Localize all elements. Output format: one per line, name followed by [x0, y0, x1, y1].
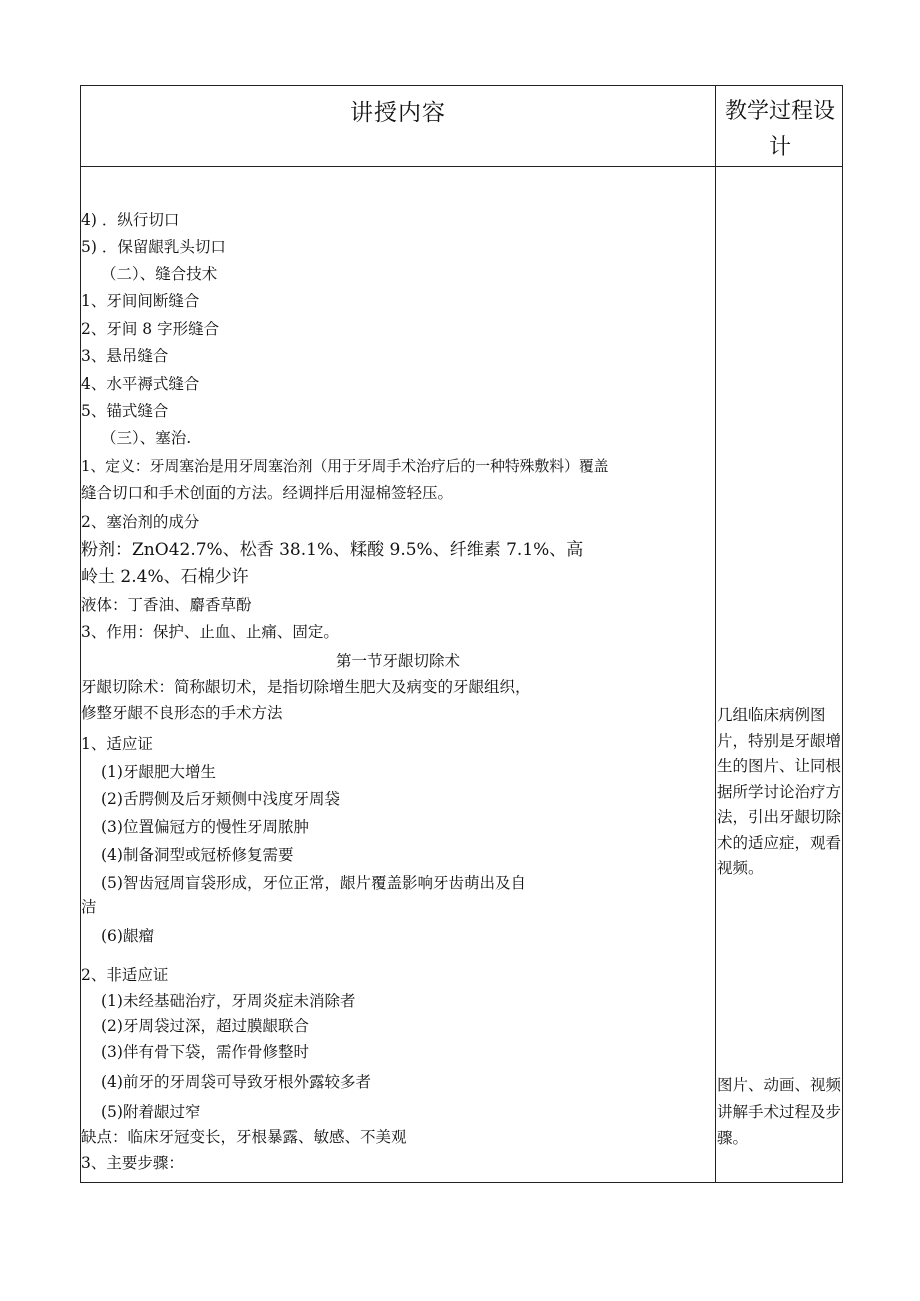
content-line: 缝合切口和手术创面的方法。经调拌后用湿棉签轻压。 [81, 484, 454, 502]
content-line: 4) ．纵行切口 [81, 211, 180, 229]
header-lecture-content: 讲授内容 [350, 100, 446, 126]
content-line: 4、水平褥式缝合 [81, 375, 200, 393]
content-line: 1、适应证 [81, 735, 153, 753]
lesson-table [80, 85, 843, 1183]
content-line: 牙龈切除术：简称龈切术，是指切除增生肥大及病变的牙龈组织， [81, 678, 531, 696]
content-line: 3、主要步骤： [81, 1154, 184, 1172]
teaching-note-2: 图片、动画、视频讲解手术过程及步骤。 [717, 1076, 842, 1147]
content-line: 缺点：临床牙冠变长，牙根暴露、敏感、不美观 [81, 1128, 407, 1146]
column-divider [715, 86, 716, 1182]
content-line: (5)智齿冠周盲袋形成，牙位正常，龈片覆盖影响牙齿萌出及自 [101, 874, 526, 892]
content-line: (4)制备洞型或冠桥修复需要 [101, 846, 294, 864]
content-line: 2、非适应证 [81, 966, 169, 984]
content-line: 液体：丁香油、麝香草酚 [81, 596, 252, 614]
teaching-note-1: 几组临床病例图片，特别是牙龈增生的图片、让同根据所学讨论治疗方法，引出牙龈切除术的适应症，观看视频。 [717, 706, 842, 877]
content-line: 1、定义：牙周塞治是用牙周塞治剂（用于牙周手术治疗后的一种特殊敷料）覆盖 [81, 457, 609, 475]
content-line: (2)舌腭侧及后牙颊侧中浅度牙周袋 [101, 790, 340, 808]
content-line: 5、锚式缝合 [81, 402, 169, 420]
content-line: 修整牙龈不良形态的手术方法 [81, 704, 283, 722]
content-line: 粉剂：ZnO42.7%、松香 38.1%、糅酸 9.5%、纤维素 7.1%、高 [81, 540, 584, 560]
content-line: 2、塞治剂的成分 [81, 513, 200, 531]
content-line: (1)牙龈肥大增生 [101, 763, 216, 781]
content-line: 洁 [81, 898, 97, 916]
content-line: (3)伴有骨下袋，需作骨修整时 [101, 1043, 309, 1061]
content-line: (4)前牙的牙周袋可导致牙根外露较多者 [101, 1073, 371, 1091]
content-line: 岭土 2.4%、石棉少许 [81, 567, 249, 587]
content-line: （二）、缝合技术 [101, 265, 218, 283]
header-teaching-design: 教学过程设计 [724, 99, 835, 160]
content-line: 3、悬吊缝合 [81, 347, 169, 365]
content-line: (1)未经基础治疗，牙周炎症未消除者 [101, 992, 356, 1010]
content-line: 1、牙间间断缝合 [81, 292, 200, 310]
content-line: (3)位置偏冠方的慢性牙周脓肿 [101, 818, 309, 836]
content-line: 5) ．保留龈乳头切口 [81, 238, 226, 256]
content-line: (5)附着龈过窄 [101, 1103, 201, 1121]
content-line: 3、作用：保护、止血、止痛、固定。 [81, 623, 339, 641]
content-line: (2)牙周袋过深，超过膜龈联合 [101, 1017, 309, 1035]
content-line: （三）、塞治. [101, 429, 192, 447]
header-divider [81, 166, 842, 167]
section-title: 第一节牙龈切除术 [335, 652, 460, 670]
content-line: 2、牙间 8 字形缝合 [81, 320, 220, 338]
content-line: (6)龈瘤 [101, 927, 154, 945]
